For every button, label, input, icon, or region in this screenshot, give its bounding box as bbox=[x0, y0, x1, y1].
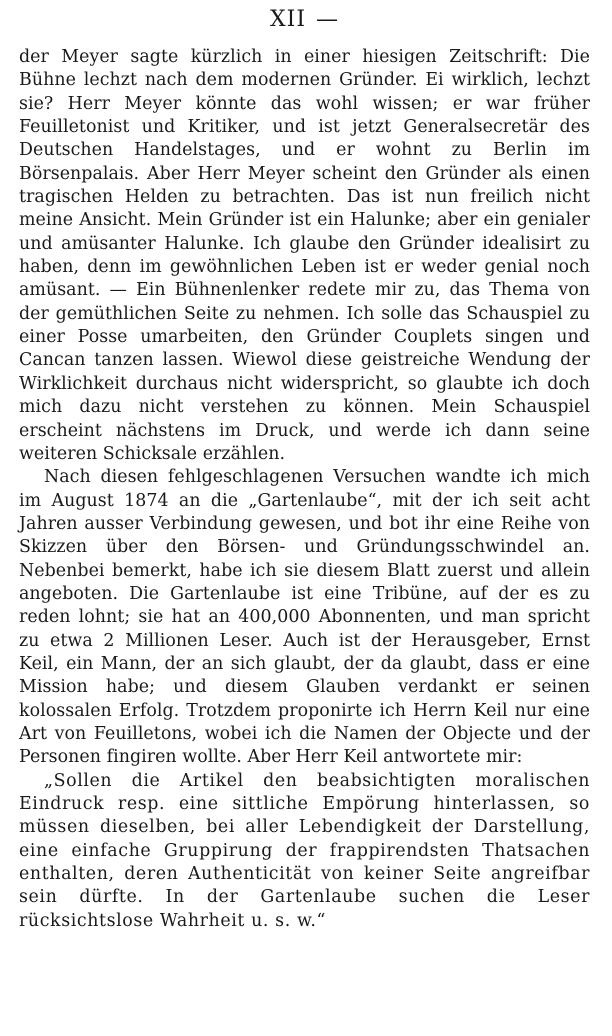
page-body bbox=[19, 46, 590, 933]
paragraph-continuation: der Meyer sagte kürzlich in einer hiesigen Zeitschrift: Die Bühne lechzt nach dem modernen Gründer. Ei wirklich, lechzt sie? Herr Meyer könnte das wohl wissen; er war früher Feuilletonist und Kritiker, und ist jetzt Generalsecretär des Deutschen Handelstages, und er wohnt zu Berlin im Börsenpalais. Aber Herr Meyer scheint den Gründer als einen tragischen Helden zu betrachten. Das ist nun freilich nicht meine Ansicht. Mein Gründer ist ein Halunke; aber ein genialer und amüsanter Halunke. Ich glaube den Gründer idealisirt zu haben, denn im gewöhnlichen Leben ist er weder genial noch amüsant. — Ein Bühnenlenker redete mir zu, das Thema von der gemüthlichen Seite zu nehmen. Ich solle das Schauspiel zu einer Posse umarbeiten, den Gründer Couplets singen und Cancan tanzen lassen. Wiewol diese geistreiche Wendung der Wirklichkeit durchaus nicht widerspricht, so glaubte ich doch mich dazu nicht verstehen zu können. Mein Schauspiel erscheint nächstens im Druck, und werde ich dann seine weiteren Schicksale erzählen. bbox=[19, 47, 590, 464]
block-quote bbox=[19, 770, 590, 933]
quote-text: „Sollen die Artikel den beabsichtigten moralischen Eindruck resp. eine sittliche Empörung hinterlassen, so müssen dieselben, bei aller Lebendigkeit der Darstellung, eine einfache Gruppirung der frappirendsten Thatsachen enthalten, deren Authenticität von keiner Seite angreifbar sein dürfte. In der Gartenlaube suchen die Leser rücksichtslose Wahrheit u. s. w.“ bbox=[19, 770, 590, 931]
page-number: XII bbox=[269, 7, 307, 32]
page-header bbox=[19, 0, 590, 46]
header-separator: — bbox=[316, 7, 340, 32]
paragraph-gartenlaube: Nach diesen fehlgeschlagenen Versuchen wandte ich mich im August 1874 an die „Gartenlaube“, mit der ich seit acht Jahren ausser Verbindung gewesen, und bot ihr eine Reihe von Skizzen über den Börsen- und Gründungsschwindel an. Nebenbei bemerkt, habe ich sie diesem Blatt zuerst und allein angeboten. Die Gartenlaube ist eine Tribüne, auf der es zu reden lohnt; sie hat an 400,000 Abonnenten, und man spricht zu etwa 2 Millionen Leser. Auch ist der Herausgeber, Ernst Keil, ein Mann, der an sich glaubt, der da glaubt, dass er eine Mission habe; und diesem Glauben verdankt er seinen kolossalen Erfolg. Trotzdem proponirte ich Herrn Keil nur eine Art von Feuilletons, wobei ich die Namen der Objecte und der Personen fingiren wollte. Aber Herr Keil antwortete mir: bbox=[19, 467, 590, 768]
